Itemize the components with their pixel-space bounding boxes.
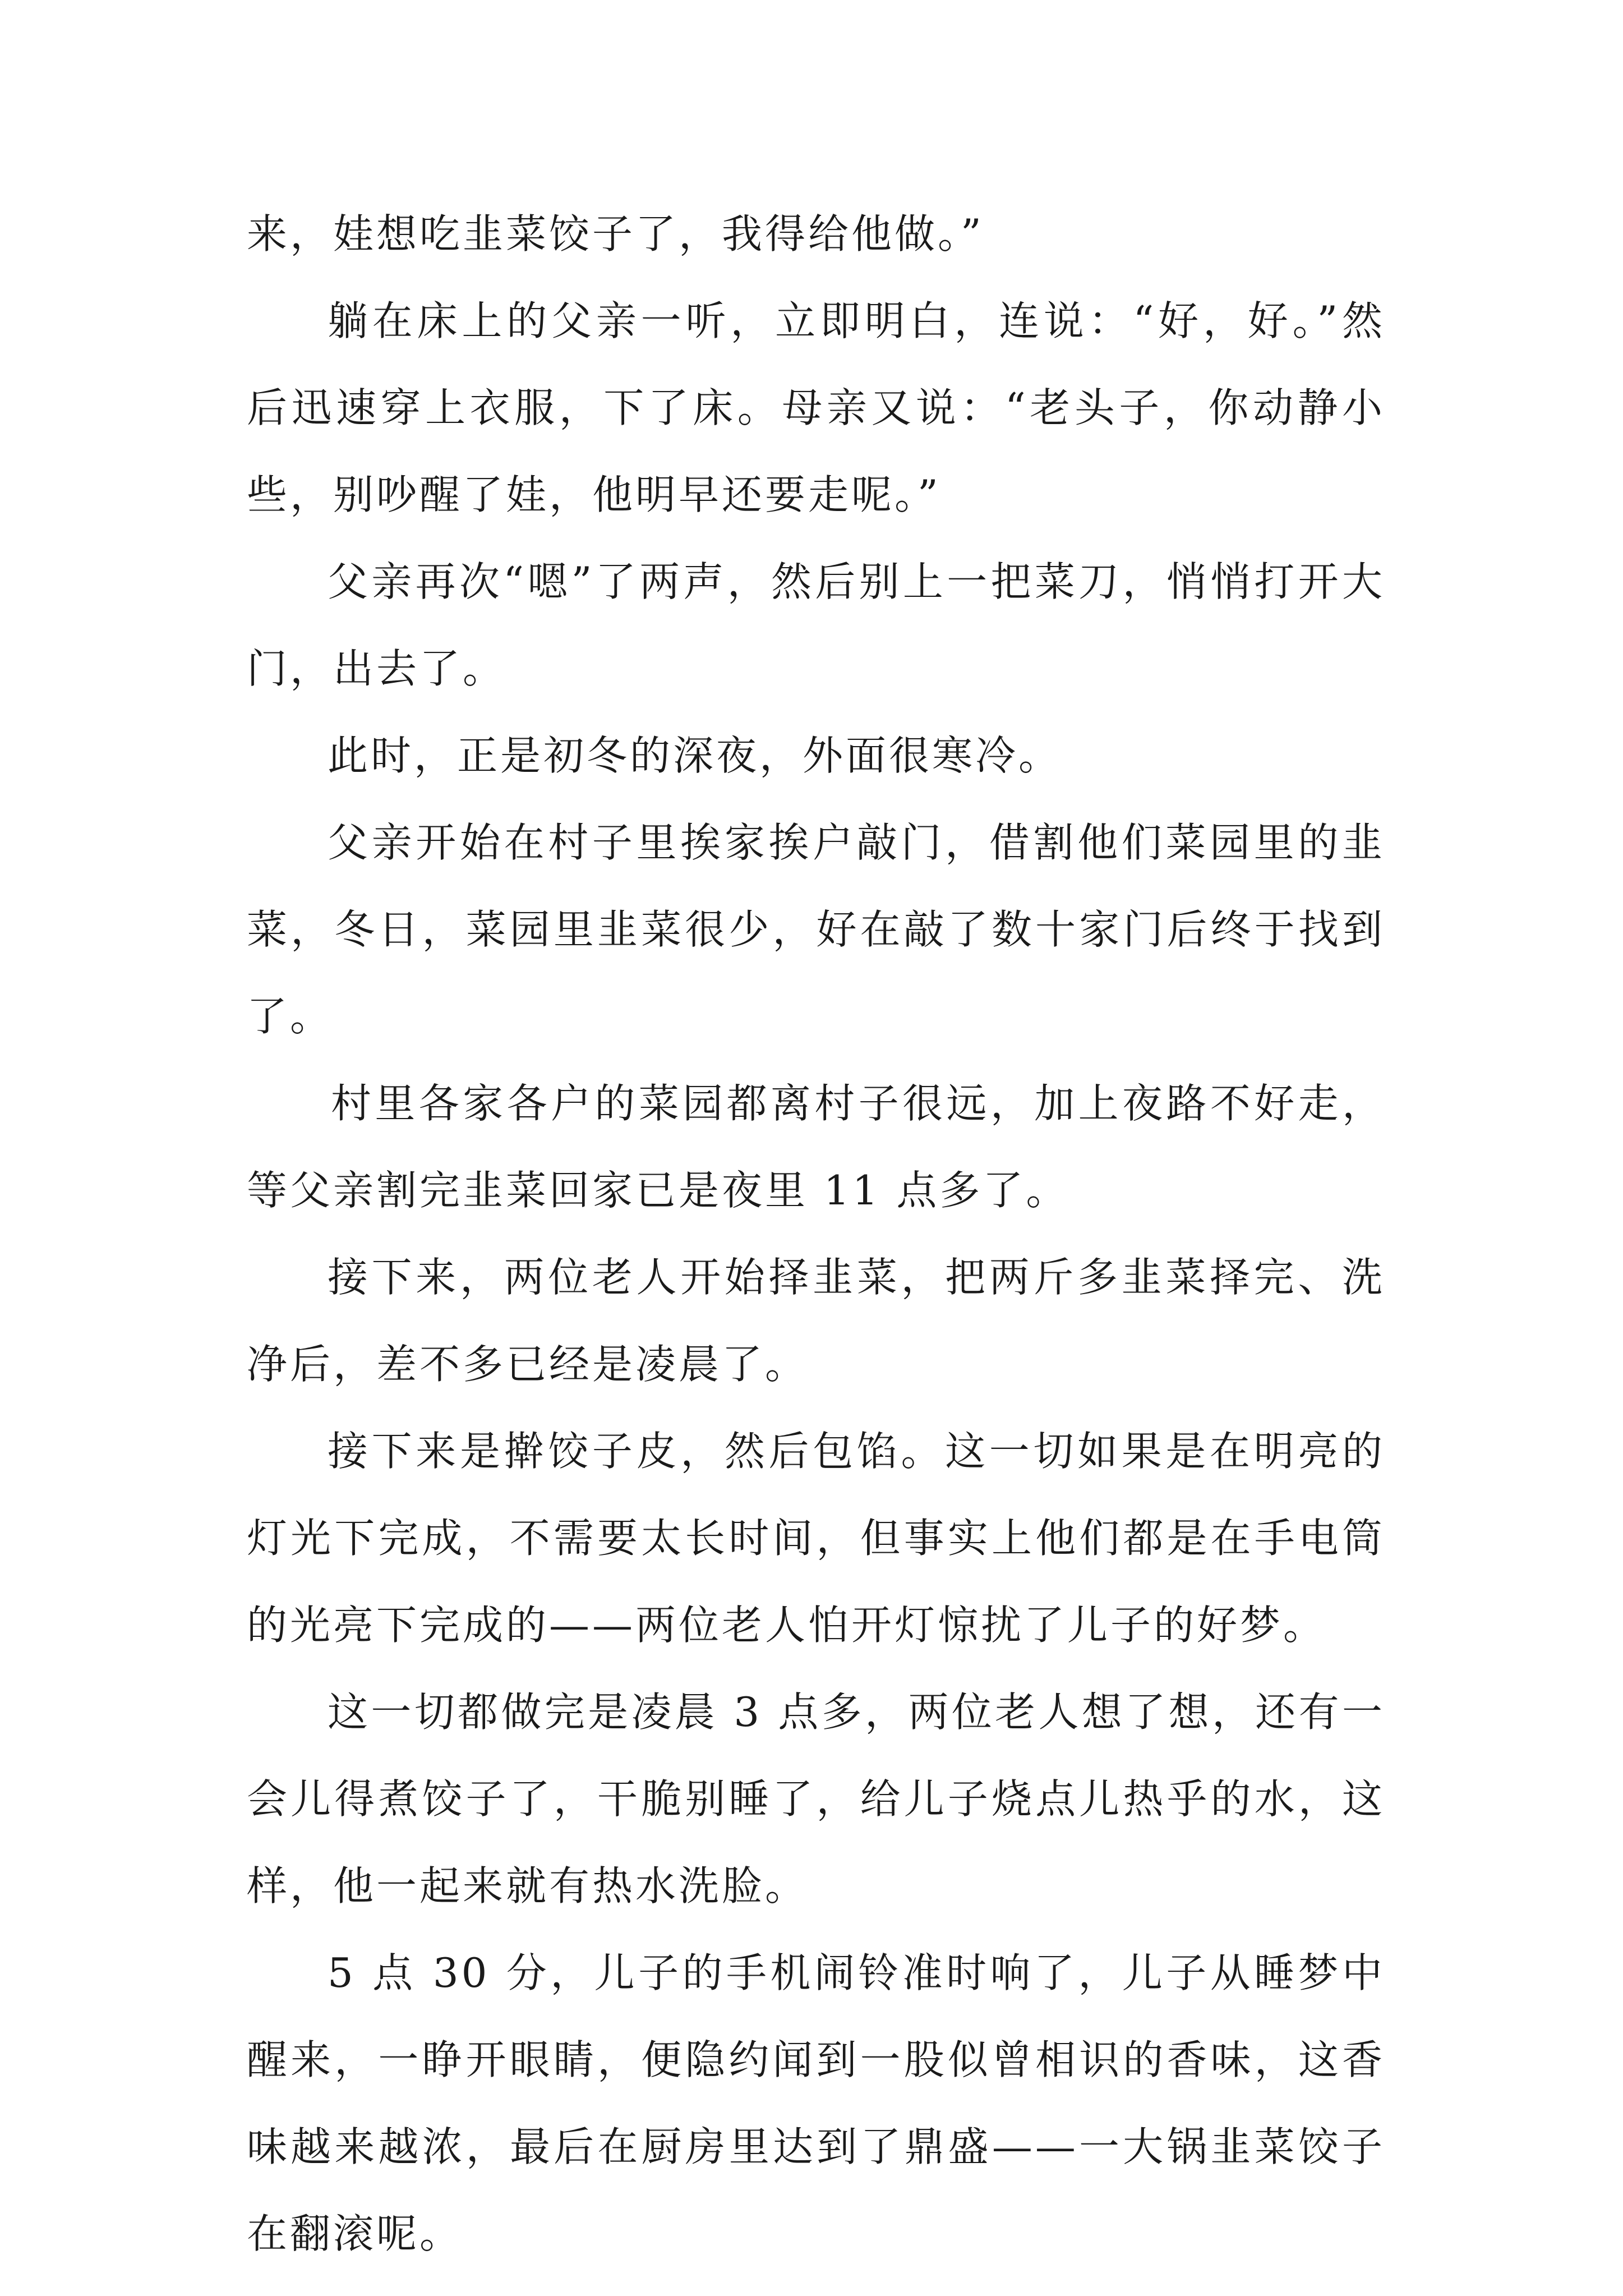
paragraph: 这一切都做完是凌晨 3 点多，两位老人想了想，还有一会儿得煮饺子了，干脆别睡了，给儿子烧点儿热乎的水，这样，他一起来就有热水洗脸。: [247, 1688, 1385, 1910]
paragraph: 此时，正是初冬的深夜，外面很寒冷。: [328, 732, 1062, 779]
paragraph: 父亲再次“嗯”了两声，然后别上一把菜刀，悄悄打开大门，出去了。: [247, 558, 1385, 692]
paragraph: 村里各家各户的菜园都离村子很远，加上夜路不好走，等父亲割完韭菜回家已是夜里 11 点多了。: [247, 1080, 1385, 1214]
document-body: [247, 191, 1385, 2277]
paragraph: 躺在床上的父亲一听，立即明白，连说：“好，好。”然后迅速穿上衣服，下了床。母亲又说：“老头子，你动静小些，别吵醒了娃，他明早还要走呢。”: [247, 297, 1385, 518]
paragraph: 接下来是擀饺子皮，然后包馅。这一切如果是在明亮的灯光下完成，不需要太长时间，但事实上他们都是在手电筒的光亮下完成的——两位老人怕开灯惊扰了儿子的好梦。: [247, 1428, 1385, 1649]
paragraph: 来，娃想吃韭菜饺子了，我得给他做。”: [247, 210, 984, 257]
paragraph: 父亲开始在村子里挨家挨户敲门，借割他们菜园里的韭菜，冬日，菜园里韭菜很少，好在敲了数十家门后终于找到了。: [247, 819, 1385, 1040]
paragraph: 5 点 30 分，儿子的手机闹铃准时响了，儿子从睡梦中醒来，一睁开眼睛，便隐约闻到一股似曾相识的香味，这香味越来越浓，最后在厨房里达到了鼎盛——一大锅韭菜饺子在翻滚呢。: [247, 1949, 1385, 2257]
paragraph: 接下来，两位老人开始择韭菜，把两斤多韭菜择完、洗净后，差不多已经是凌晨了。: [247, 1254, 1385, 1388]
